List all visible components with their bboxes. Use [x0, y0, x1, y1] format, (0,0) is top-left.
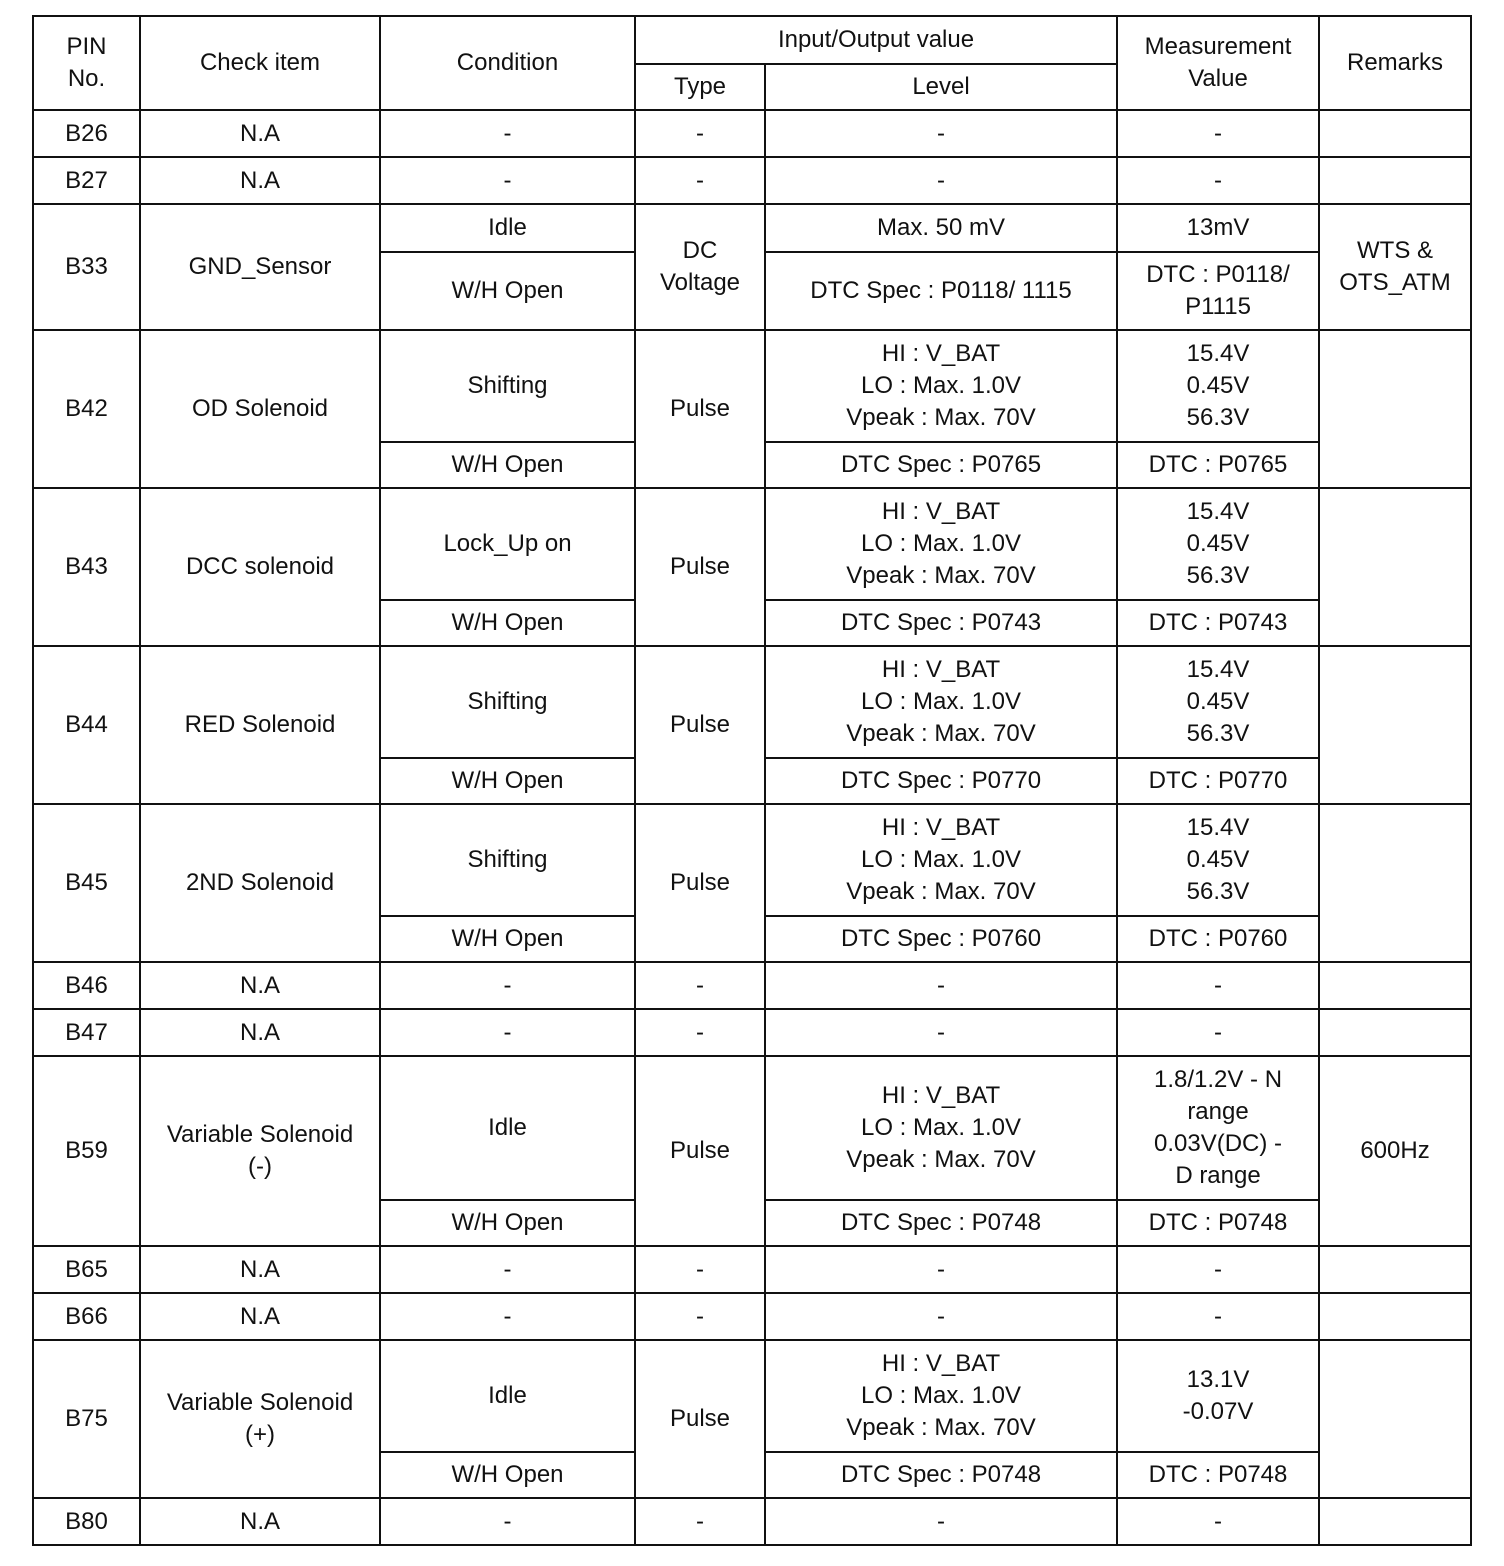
- pin-cell: B33: [33, 204, 140, 330]
- header-condition: Condition: [380, 16, 635, 110]
- type-cell: -: [635, 157, 765, 204]
- level-cell: -: [765, 1293, 1117, 1340]
- table-row: [33, 330, 1471, 442]
- remarks-cell: 600Hz: [1319, 1056, 1471, 1246]
- header-type: Type: [635, 64, 765, 110]
- type-cell: DC Voltage: [635, 204, 765, 330]
- pin-cell: B46: [33, 962, 140, 1009]
- type-cell: Pulse: [635, 488, 765, 646]
- type-cell: -: [635, 1293, 765, 1340]
- remarks-cell: [1319, 962, 1471, 1009]
- measurement-cell: DTC : P0765: [1117, 442, 1319, 488]
- pin-cell: B27: [33, 157, 140, 204]
- level-cell: HI : V_BAT LO : Max. 1.0V Vpeak : Max. 70V: [765, 330, 1117, 442]
- type-cell: Pulse: [635, 1056, 765, 1246]
- pin-cell: B44: [33, 646, 140, 804]
- pin-cell: B43: [33, 488, 140, 646]
- remarks-cell: [1319, 646, 1471, 804]
- condition-cell: -: [380, 157, 635, 204]
- header-io-value: Input/Output value: [635, 16, 1117, 64]
- level-cell: -: [765, 1009, 1117, 1056]
- measurement-cell: 15.4V 0.45V 56.3V: [1117, 646, 1319, 758]
- check-item-cell: DCC solenoid: [140, 488, 380, 646]
- level-cell: Max. 50 mV: [765, 204, 1117, 252]
- condition-cell: W/H Open: [380, 916, 635, 962]
- condition-cell: Shifting: [380, 330, 635, 442]
- check-item-cell: RED Solenoid: [140, 646, 380, 804]
- remarks-cell: [1319, 1498, 1471, 1545]
- condition-cell: -: [380, 1293, 635, 1340]
- level-cell: -: [765, 962, 1117, 1009]
- check-item-cell: N.A: [140, 1009, 380, 1056]
- type-cell: Pulse: [635, 646, 765, 804]
- condition-cell: Lock_Up on: [380, 488, 635, 600]
- level-cell: HI : V_BAT LO : Max. 1.0V Vpeak : Max. 70V: [765, 488, 1117, 600]
- measurement-cell: DTC : P0770: [1117, 758, 1319, 804]
- check-item-cell: N.A: [140, 1498, 380, 1545]
- pin-check-table: [32, 15, 1472, 1546]
- check-item-cell: N.A: [140, 1246, 380, 1293]
- remarks-cell: [1319, 157, 1471, 204]
- check-item-cell: GND_Sensor: [140, 204, 380, 330]
- header-pin: PIN No.: [33, 16, 140, 110]
- type-cell: Pulse: [635, 804, 765, 962]
- level-cell: -: [765, 1246, 1117, 1293]
- level-cell: HI : V_BAT LO : Max. 1.0V Vpeak : Max. 70V: [765, 1056, 1117, 1200]
- level-cell: DTC Spec : P0118/ 1115: [765, 252, 1117, 330]
- level-cell: DTC Spec : P0748: [765, 1452, 1117, 1498]
- measurement-cell: 13mV: [1117, 204, 1319, 252]
- pin-cell: B42: [33, 330, 140, 488]
- table-row: [33, 1293, 1471, 1340]
- header-remarks: Remarks: [1319, 16, 1471, 110]
- check-item-cell: N.A: [140, 962, 380, 1009]
- condition-cell: W/H Open: [380, 758, 635, 804]
- type-cell: -: [635, 110, 765, 157]
- condition-cell: W/H Open: [380, 1452, 635, 1498]
- check-item-cell: 2ND Solenoid: [140, 804, 380, 962]
- condition-cell: -: [380, 1246, 635, 1293]
- type-cell: -: [635, 962, 765, 1009]
- table-row: [33, 646, 1471, 758]
- table-row: [33, 1498, 1471, 1545]
- pin-cell: B80: [33, 1498, 140, 1545]
- remarks-cell: [1319, 330, 1471, 488]
- remarks-cell: WTS & OTS_ATM: [1319, 204, 1471, 330]
- measurement-cell: 1.8/1.2V - N range 0.03V(DC) - D range: [1117, 1056, 1319, 1200]
- condition-cell: W/H Open: [380, 600, 635, 646]
- remarks-cell: [1319, 488, 1471, 646]
- measurement-cell: -: [1117, 157, 1319, 204]
- remarks-cell: [1319, 1246, 1471, 1293]
- level-cell: DTC Spec : P0743: [765, 600, 1117, 646]
- level-cell: HI : V_BAT LO : Max. 1.0V Vpeak : Max. 70V: [765, 1340, 1117, 1452]
- measurement-cell: -: [1117, 1009, 1319, 1056]
- check-item-cell: N.A: [140, 157, 380, 204]
- level-cell: DTC Spec : P0748: [765, 1200, 1117, 1246]
- remarks-cell: [1319, 1293, 1471, 1340]
- remarks-cell: [1319, 110, 1471, 157]
- measurement-cell: 15.4V 0.45V 56.3V: [1117, 330, 1319, 442]
- condition-cell: Idle: [380, 204, 635, 252]
- level-cell: DTC Spec : P0770: [765, 758, 1117, 804]
- condition-cell: W/H Open: [380, 252, 635, 330]
- type-cell: -: [635, 1009, 765, 1056]
- table-row: [33, 110, 1471, 157]
- pin-cell: B75: [33, 1340, 140, 1498]
- remarks-cell: [1319, 1340, 1471, 1498]
- condition-cell: W/H Open: [380, 442, 635, 488]
- measurement-cell: -: [1117, 1293, 1319, 1340]
- measurement-cell: DTC : P0760: [1117, 916, 1319, 962]
- pin-cell: B26: [33, 110, 140, 157]
- measurement-cell: DTC : P0748: [1117, 1200, 1319, 1246]
- pin-cell: B66: [33, 1293, 140, 1340]
- pin-cell: B47: [33, 1009, 140, 1056]
- measurement-cell: -: [1117, 1246, 1319, 1293]
- check-item-cell: OD Solenoid: [140, 330, 380, 488]
- table-row: [33, 488, 1471, 600]
- level-cell: -: [765, 1498, 1117, 1545]
- table-row: [33, 1056, 1471, 1200]
- type-cell: -: [635, 1246, 765, 1293]
- check-item-cell: N.A: [140, 1293, 380, 1340]
- level-cell: HI : V_BAT LO : Max. 1.0V Vpeak : Max. 70V: [765, 804, 1117, 916]
- type-cell: -: [635, 1498, 765, 1545]
- level-cell: -: [765, 110, 1117, 157]
- condition-cell: Shifting: [380, 646, 635, 758]
- header-check-item: Check item: [140, 16, 380, 110]
- check-item-cell: Variable Solenoid (-): [140, 1056, 380, 1246]
- condition-cell: W/H Open: [380, 1200, 635, 1246]
- condition-cell: Shifting: [380, 804, 635, 916]
- measurement-cell: DTC : P0748: [1117, 1452, 1319, 1498]
- check-item-cell: Variable Solenoid (+): [140, 1340, 380, 1498]
- table-row: [33, 204, 1471, 252]
- measurement-cell: -: [1117, 1498, 1319, 1545]
- header-measurement: Measurement Value: [1117, 16, 1319, 110]
- measurement-cell: 15.4V 0.45V 56.3V: [1117, 488, 1319, 600]
- type-cell: Pulse: [635, 330, 765, 488]
- level-cell: -: [765, 157, 1117, 204]
- table-row: [33, 1340, 1471, 1452]
- check-item-cell: N.A: [140, 110, 380, 157]
- table-row: [33, 157, 1471, 204]
- table-row: [33, 962, 1471, 1009]
- condition-cell: -: [380, 962, 635, 1009]
- pin-cell: B45: [33, 804, 140, 962]
- type-cell: Pulse: [635, 1340, 765, 1498]
- measurement-cell: 15.4V 0.45V 56.3V: [1117, 804, 1319, 916]
- measurement-cell: -: [1117, 110, 1319, 157]
- condition-cell: -: [380, 110, 635, 157]
- level-cell: HI : V_BAT LO : Max. 1.0V Vpeak : Max. 70V: [765, 646, 1117, 758]
- pin-cell: B65: [33, 1246, 140, 1293]
- level-cell: DTC Spec : P0760: [765, 916, 1117, 962]
- table-row: [33, 1246, 1471, 1293]
- condition-cell: Idle: [380, 1056, 635, 1200]
- remarks-cell: [1319, 1009, 1471, 1056]
- measurement-cell: -: [1117, 962, 1319, 1009]
- measurement-cell: 13.1V -0.07V: [1117, 1340, 1319, 1452]
- level-cell: DTC Spec : P0765: [765, 442, 1117, 488]
- pin-cell: B59: [33, 1056, 140, 1246]
- measurement-cell: DTC : P0743: [1117, 600, 1319, 646]
- remarks-cell: [1319, 804, 1471, 962]
- header-level: Level: [765, 64, 1117, 110]
- table-row: [33, 804, 1471, 916]
- measurement-cell: DTC : P0118/ P1115: [1117, 252, 1319, 330]
- table-row: [33, 1009, 1471, 1056]
- condition-cell: -: [380, 1009, 635, 1056]
- condition-cell: -: [380, 1498, 635, 1545]
- condition-cell: Idle: [380, 1340, 635, 1452]
